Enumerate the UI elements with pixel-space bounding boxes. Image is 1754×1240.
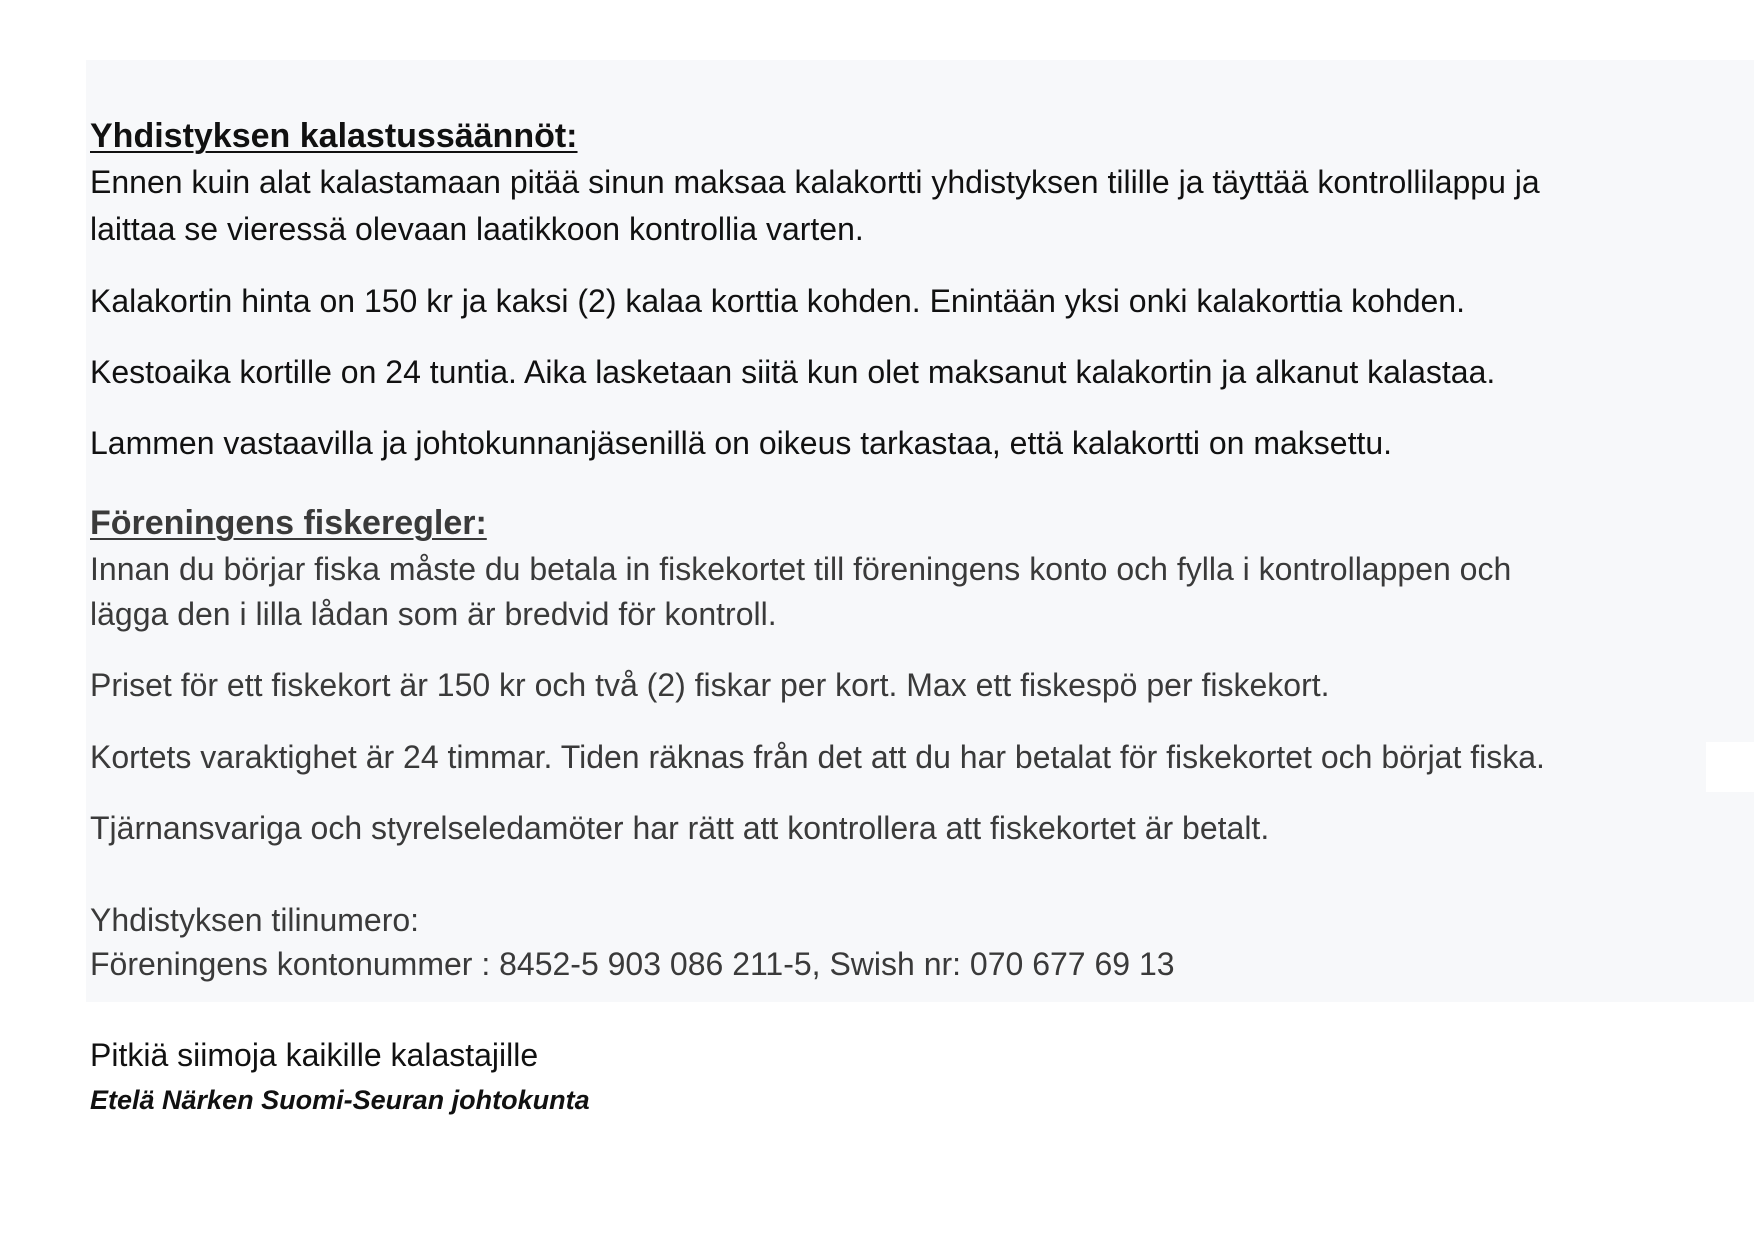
swedish-paragraph-1-line-2: lägga den i lilla lådan som är bredvid för kontroll. (90, 596, 777, 632)
finnish-paragraph-2: Kalakortin hinta on 150 kr ja kaksi (2) kalaa korttia kohden. Enintään yksi onki kalakorttia kohden. (90, 283, 1465, 319)
swedish-paragraph-3: Kortets varaktighet är 24 timmar. Tiden räknas från det att du har betalat för fiskekortet och börjat fiska. (90, 739, 1545, 775)
account-label: Yhdistyksen tilinumero: (90, 902, 420, 938)
account-details: Föreningens kontonummer : 8452-5 903 086 211-5, Swish nr: 070 677 69 13 (90, 946, 1175, 982)
highlight-gap (1706, 742, 1754, 792)
swedish-paragraph-4: Tjärnansvariga och styrelseledamöter har rätt att kontrollera att fiskekortet är betalt. (90, 810, 1270, 846)
finnish-paragraph-1-line-1: Ennen kuin alat kalastamaan pitää sinun maksaa kalakortti yhdistyksen tilille ja täyttää kontrollilappu ja (90, 164, 1540, 200)
swedish-paragraph-2: Priset för ett fiskekort är 150 kr och två (2) fiskar per kort. Max ett fiskespö per fiskekort. (90, 667, 1330, 703)
finnish-paragraph-3: Kestoaika kortille on 24 tuntia. Aika lasketaan siitä kun olet maksanut kalakortin ja alkanut kalastaa. (90, 354, 1496, 390)
finnish-paragraph-1-line-2: laittaa se vieressä olevaan laatikkoon kontrollia varten. (90, 211, 864, 247)
closing-signature: Etelä Närken Suomi-Seuran johtokunta (90, 1085, 590, 1115)
finnish-heading: Yhdistyksen kalastussäännöt: (90, 117, 578, 155)
swedish-paragraph-1-line-1: Innan du börjar fiska måste du betala in fiskekortet till föreningens konto och fylla i kontrollappen och (90, 551, 1512, 587)
swedish-heading: Föreningens fiskeregler: (90, 504, 487, 542)
finnish-paragraph-4: Lammen vastaavilla ja johtokunnanjäsenillä on oikeus tarkastaa, että kalakortti on maksettu. (90, 425, 1393, 461)
closing-greeting: Pitkiä siimoja kaikille kalastajille (90, 1037, 539, 1073)
